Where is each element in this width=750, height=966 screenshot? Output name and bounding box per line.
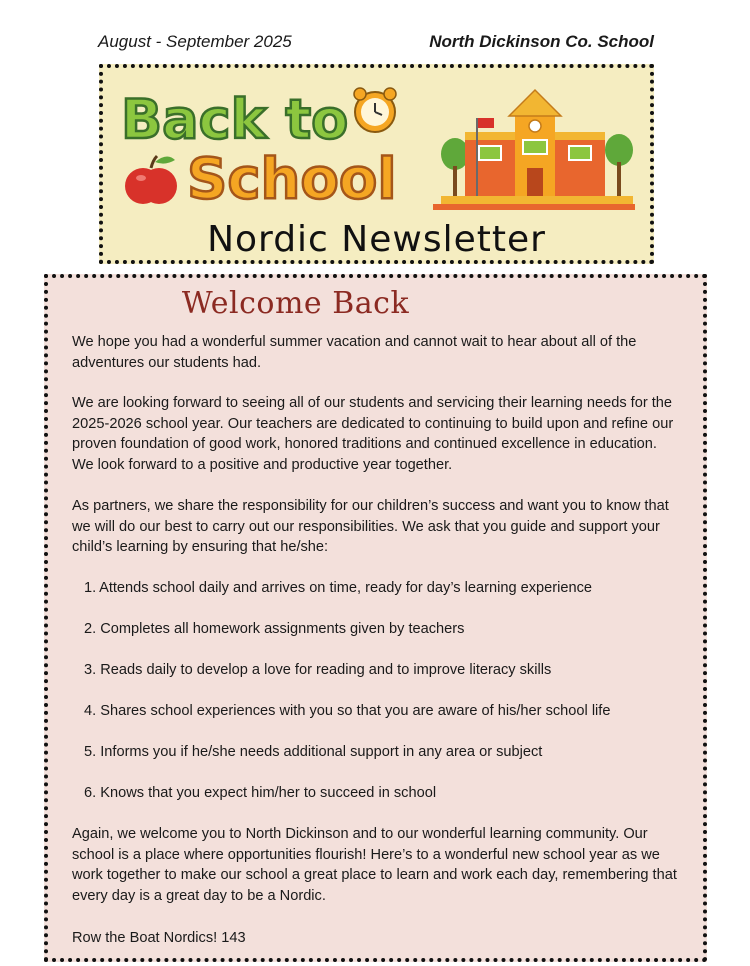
list-item: 3. Reads daily to develop a love for reading and to improve literacy skills xyxy=(84,662,552,678)
list-item: 6. Knows that you expect him/her to succeed in school xyxy=(84,785,437,801)
newsletter-date: August - September 2025 xyxy=(98,32,292,51)
welcome-letter xyxy=(44,274,707,962)
looking-forward-paragraph: We are looking forward to seeing all of our students and servicing their learning needs for the 2025-2026 school year. Our teachers are dedicated to continuing to build upon and refine our proven foundation of good work, honored traditions and continued excellence in education. We look forward to a positive and productive year together. xyxy=(72,395,674,473)
apple-icon xyxy=(125,156,177,204)
newsletter-title: Nordic Newsletter xyxy=(207,219,546,260)
partners-paragraph: As partners, we share the responsibility for our children’s success and want you to know that we will do our best to carry out our responsibilities. We ask that you guide and support your child’s learning by ensuring that he/she: xyxy=(72,498,669,556)
sign-off: Row the Boat Nordics! 143 xyxy=(72,930,246,946)
intro-paragraph: We hope you had a wonderful summer vacation and cannot wait to hear about all of the adventures our students had. xyxy=(72,334,637,371)
back-to-title: Back to xyxy=(121,88,349,151)
school-building-icon xyxy=(433,90,635,210)
welcome-heading: Welcome Back xyxy=(181,286,410,321)
responsibilities-list xyxy=(84,578,610,824)
back-to-school-banner xyxy=(99,64,654,264)
school-title: School xyxy=(187,147,397,212)
list-item: 4. Shares school experiences with you so that you are aware of his/her school life xyxy=(84,703,611,719)
list-item: 2. Completes all homework assignments given by teachers xyxy=(84,621,465,637)
list-item: 5. Informs you if he/she needs additional support in any area or subject xyxy=(84,744,543,760)
school-name: North Dickinson Co. School xyxy=(429,32,654,51)
alarm-clock-icon xyxy=(354,88,396,132)
list-item: 1. Attends school daily and arrives on time, ready for day’s learning experience xyxy=(84,580,593,596)
closing-paragraph: Again, we welcome you to North Dickinson and to our wonderful learning community. Our school is a place where opportunities flourish! Here’s to a wonderful new school year as we work together to make our school a great place to learn and work each day, remembering that every day is a great day to be a Nordic. xyxy=(72,826,677,904)
